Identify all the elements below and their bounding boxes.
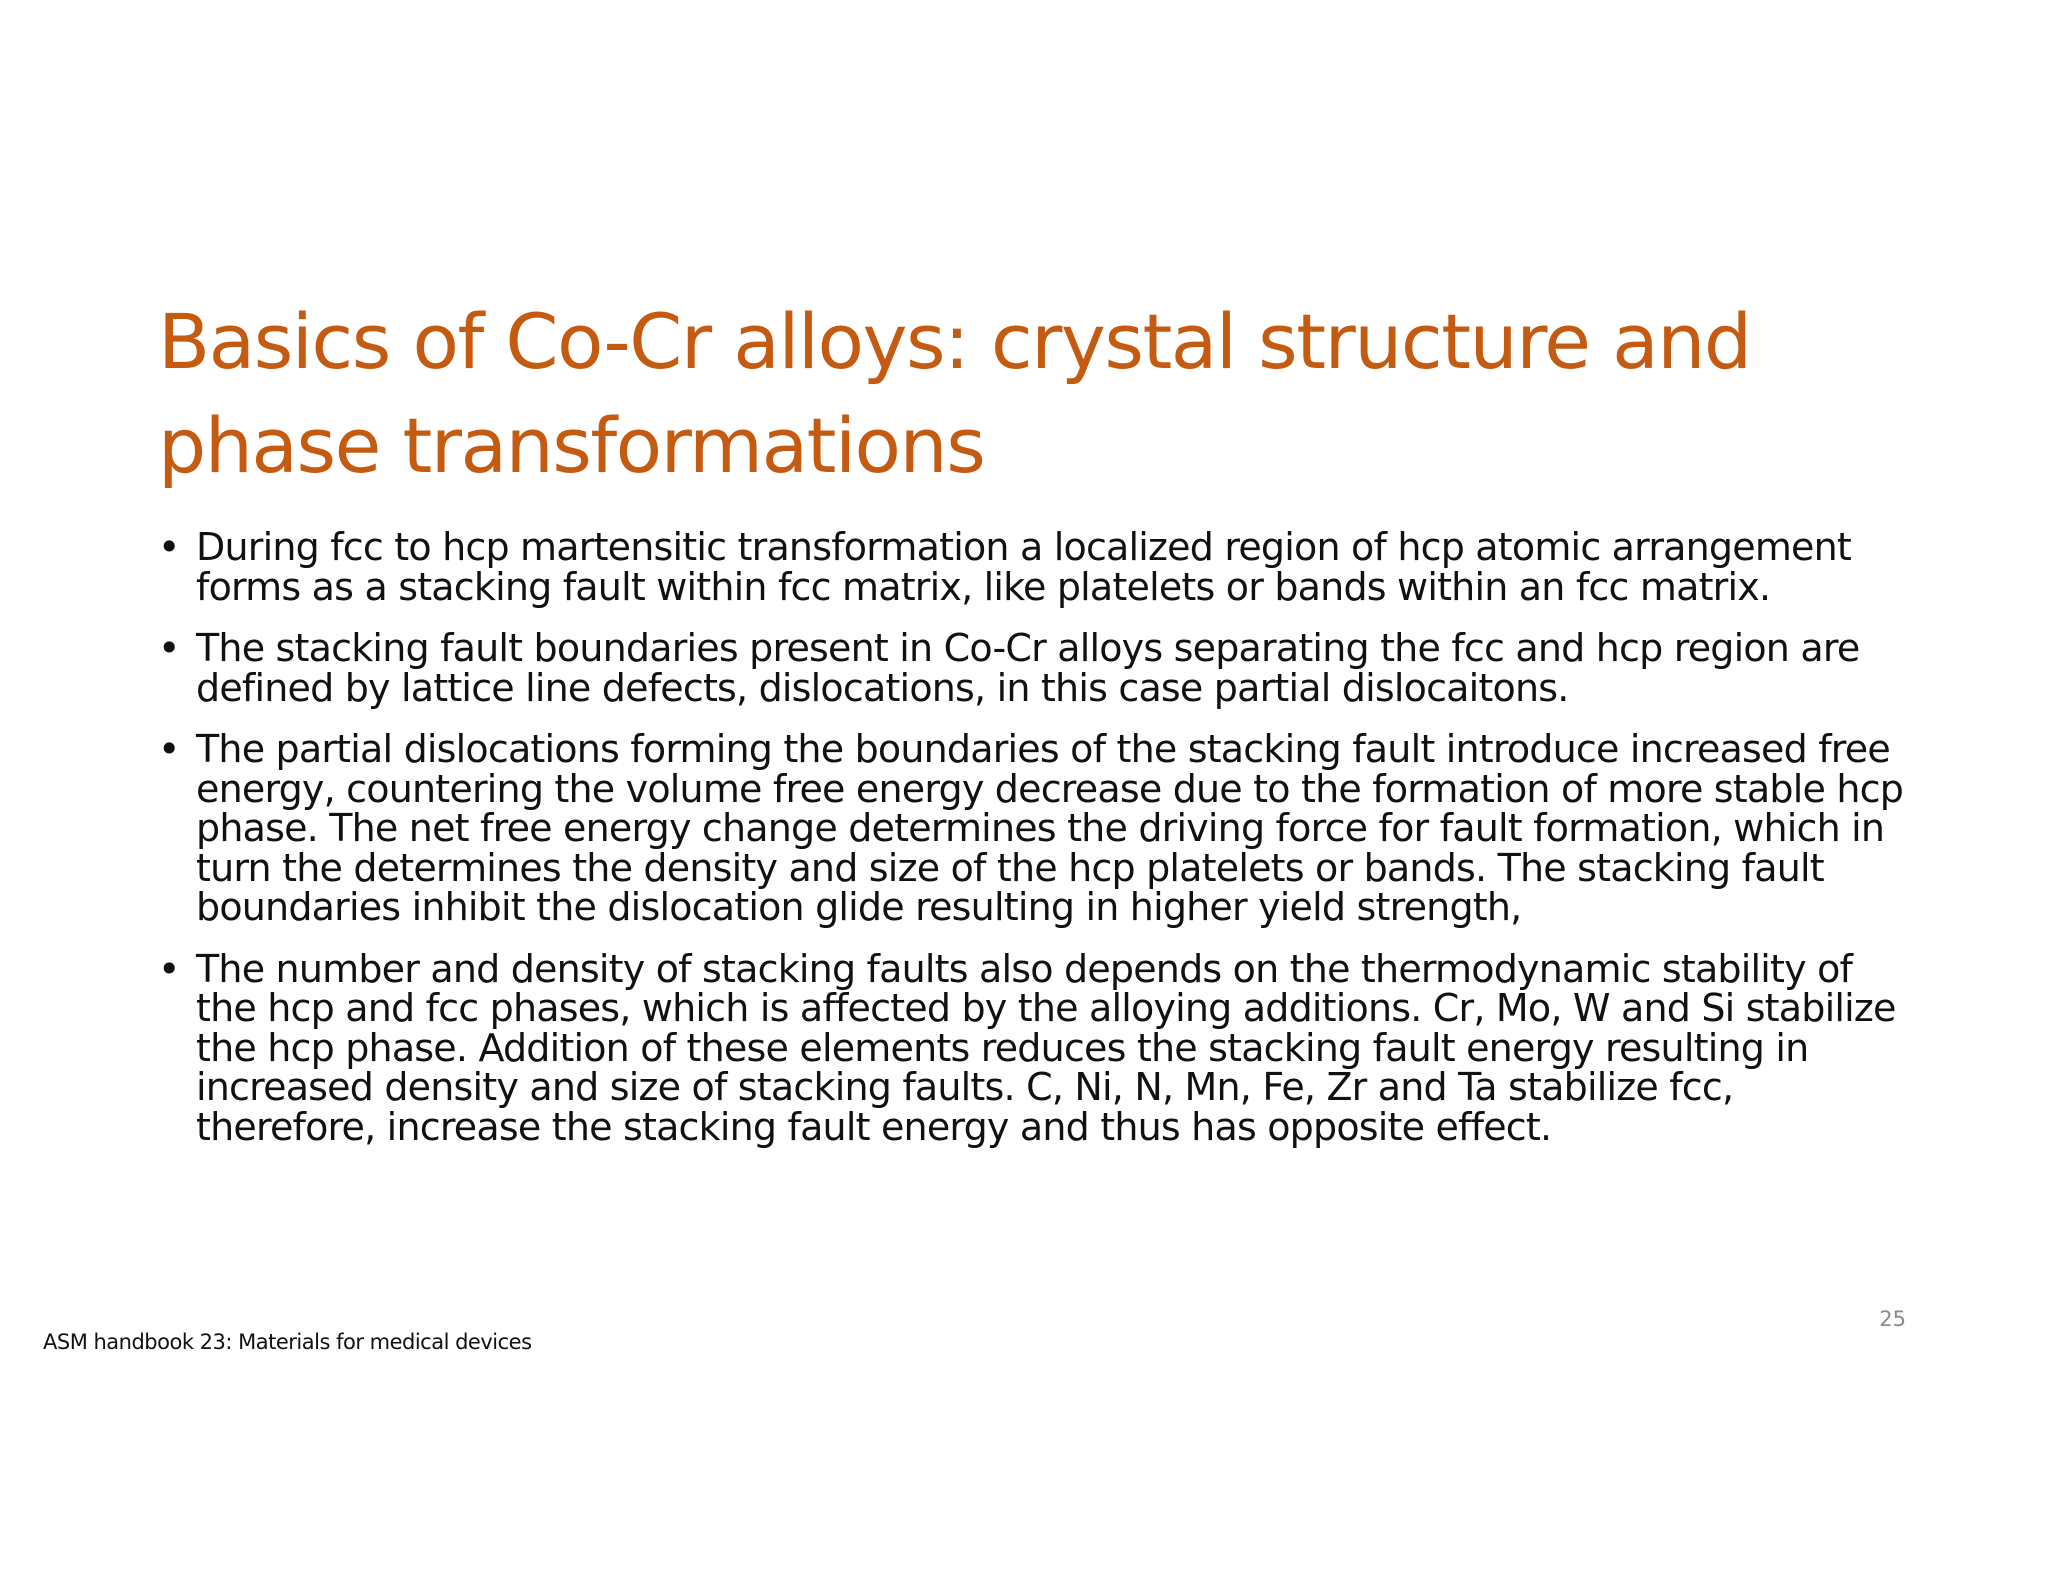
bullet-item <box>158 525 1918 609</box>
slide-title: Basics of Co-Cr alloys: crystal structure and phase transformations <box>158 297 1751 490</box>
bullet-marker: • <box>158 946 180 991</box>
source-citation: ASM handbook 23: Materials for medical devices <box>43 1330 532 1354</box>
bullet-item <box>158 946 1918 1149</box>
bullet-text: The number and density of stacking faults also depends on the thermodynamic stability of the hcp and fcc phases, which is affected by the alloying additions. Cr, Mo, W and Si stabilize the hcp phase. Addition of these elements reduces the stacking fault energy resulting in increased density and size of stacking faults. C, Ni, N, Mn, Fe, Zr and Ta stabilize fcc, therefore, increase the stacking fault energy and thus has opposite effect. <box>196 946 1896 1149</box>
bullet-item <box>158 727 1918 929</box>
page-number: 25 <box>1879 1307 1906 1331</box>
bullet-marker: • <box>158 727 180 771</box>
bullet-list <box>158 525 1918 1169</box>
bullet-text: The stacking fault boundaries present in Co-Cr alloys separating the fcc and hcp region are defined by lattice line defects, dislocations, in this case partial dislocaitons. <box>196 626 1860 710</box>
bullet-item <box>158 626 1918 710</box>
bullet-marker: • <box>158 626 180 670</box>
bullet-text: The partial dislocations forming the boundaries of the stacking fault introduce increased free energy, countering the volume free energy decrease due to the formation of more stable hcp phase. The net free energy change determines the driving force for fault formation, which in turn the determines the density and size of the hcp platelets or bands. The stacking fault boundaries inhibit the dislocation glide resulting in higher yield strength, <box>196 727 1904 929</box>
bullet-marker: • <box>158 525 180 569</box>
bullet-text: During fcc to hcp martensitic transformation a localized region of hcp atomic arrangement forms as a stacking fault within fcc matrix, like platelets or bands within an fcc matrix. <box>196 525 1851 609</box>
